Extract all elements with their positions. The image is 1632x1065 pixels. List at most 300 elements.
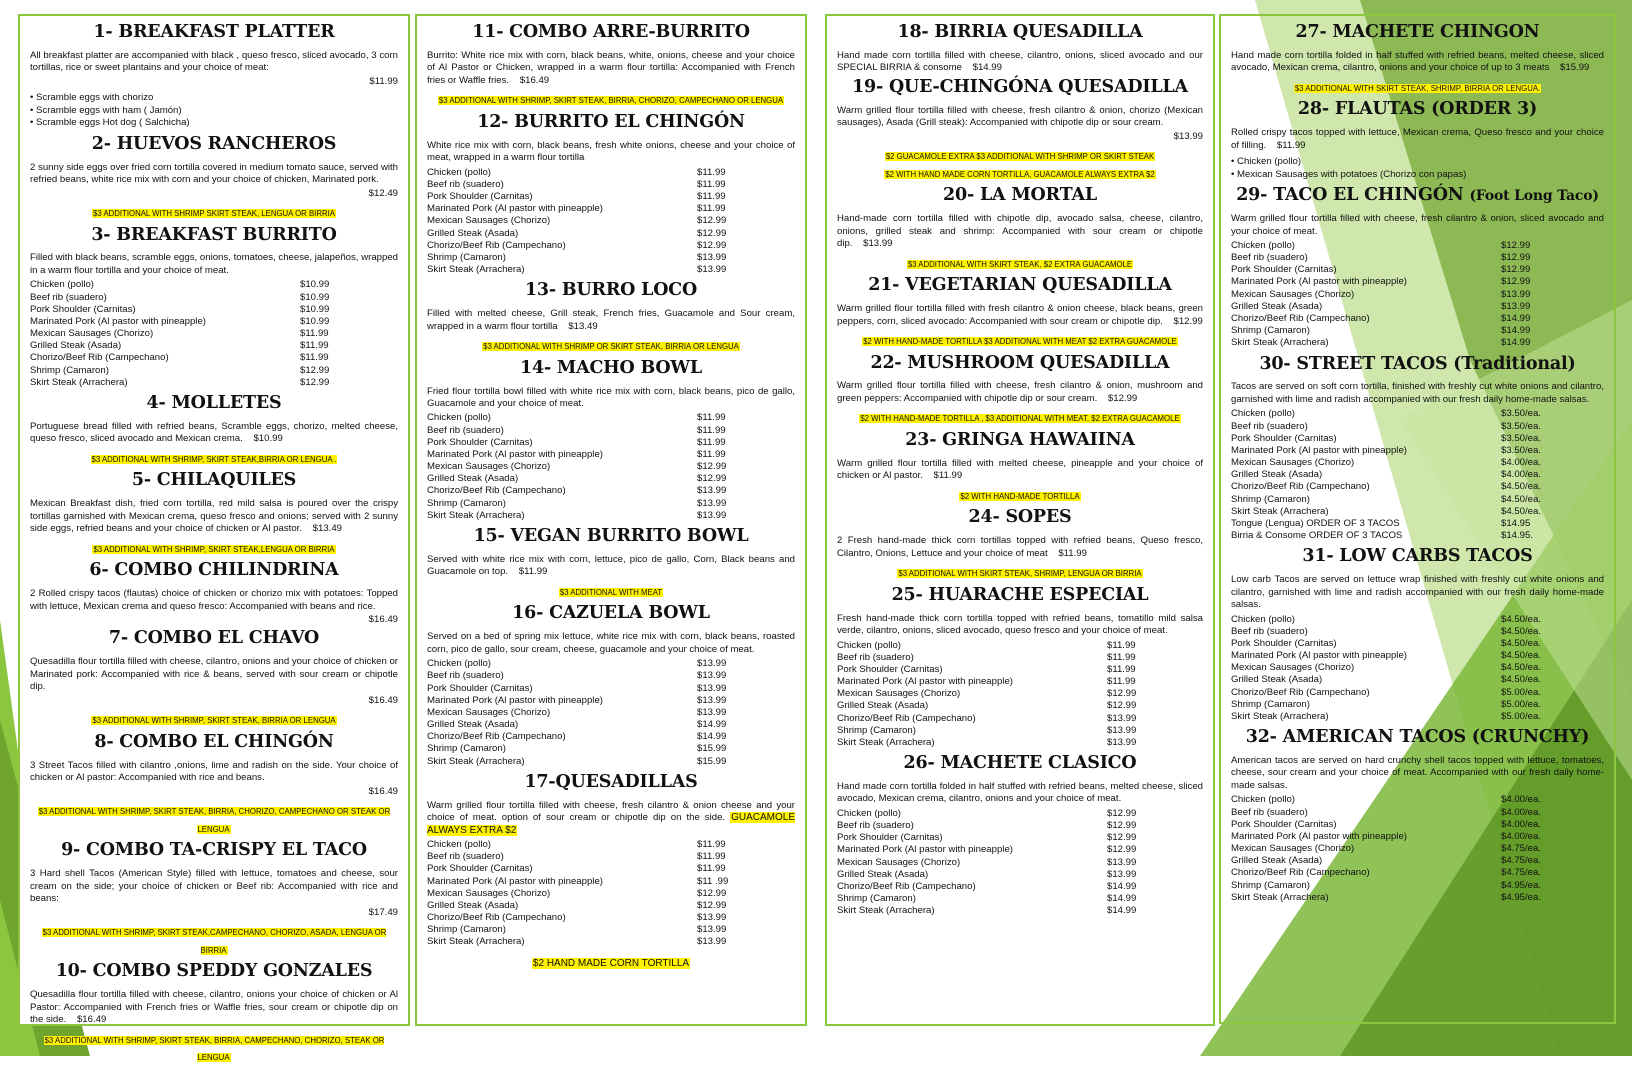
option-price: $10.99 (300, 279, 330, 291)
option-name: Chicken (pollo) (427, 166, 491, 178)
option-price: $12.99 (1501, 264, 1531, 276)
option-price: $4.75/ea. (1501, 867, 1542, 879)
additional-note-text: $3 ADDITIONAL WITH SHRIMP, SKIRT STEAK,LENGUA OR BIRRIA (93, 544, 335, 554)
price-option-row (427, 658, 726, 670)
menu-column-2 (415, 14, 807, 1026)
price-option-row (427, 670, 726, 682)
price-option-row (1231, 313, 1530, 325)
option-price: $12.99 (1501, 276, 1531, 288)
price-option-row (1231, 650, 1541, 662)
menu-item-price: $13.49 (312, 523, 342, 535)
option-name: Grilled Steak (Asada) (427, 899, 519, 911)
menu-item-description (427, 140, 795, 165)
price-option-row (427, 743, 726, 755)
additional-note-text: $2 HAND MADE CORN TORTILLA (532, 957, 690, 969)
menu-item-title-text: 20- LA MORTAL (943, 185, 1097, 206)
option-name: Shrimp (Camaron) (1231, 698, 1310, 710)
price-option-row (837, 688, 1136, 700)
menu-item-title (427, 112, 795, 134)
price-option-row (427, 412, 726, 424)
price-option-row (1231, 892, 1541, 904)
option-price: $11.99 (1107, 651, 1136, 663)
option-price: $13.99 (697, 682, 727, 694)
menu-item-price: $13.49 (568, 320, 598, 332)
option-name: Chicken (pollo) (30, 279, 94, 291)
option-name: Marinated Pork (Al pastor with pineapple) (427, 448, 603, 460)
menu-item-title (30, 961, 398, 983)
description-text: Warm grilled flour tortilla filled with cheese, fresh cilantro & onion, mushroom and green peppers: Accompanied with chipotle dip or sour cream. (837, 380, 1203, 404)
option-name: Chicken (pollo) (427, 658, 491, 670)
option-price: $13.99 (1501, 300, 1531, 312)
additional-note (837, 164, 1203, 182)
menu-item-description (837, 458, 1203, 483)
price-option-row (1231, 711, 1541, 723)
menu-item-title (30, 134, 398, 156)
menu-item-choices (1231, 156, 1604, 181)
option-name: Marinated Pork (Al pastor with pineapple) (1231, 444, 1407, 456)
menu-item-description (427, 386, 795, 411)
option-name: Chicken (pollo) (1231, 408, 1295, 420)
description-text: Hand-made corn tortilla filled with chipotle dip, avocado salsa, cheese, cilantro, onions, grilled steak and shrimp: Accompanied with sour cream or chipotle dip. (837, 213, 1203, 250)
option-price: $12.99 (300, 364, 330, 376)
option-name: Grilled Steak (Asada) (837, 868, 929, 880)
option-price: $5.00/ea. (1501, 710, 1542, 722)
option-price: $4.50/ea. (1501, 493, 1542, 505)
option-name: Pork Shoulder (Carnitas) (30, 303, 136, 315)
option-name: Chorizo/Beef Rib (Campechano) (427, 485, 566, 497)
option-price: $12.99 (697, 887, 727, 899)
option-name: Grilled Steak (Asada) (1231, 469, 1323, 481)
price-option-row (1231, 337, 1530, 349)
option-name: Skirt Steak (Arrachera) (1231, 891, 1329, 903)
menu-item-section (30, 393, 398, 466)
menu-item-description (837, 781, 1203, 806)
menu-item-title-text: 32- AMERICAN TACOS (CRUNCHY) (1245, 727, 1590, 748)
option-name: Pork Shoulder (Carnitas) (1231, 432, 1337, 444)
option-price: $11.99 (697, 178, 726, 190)
menu-item-title (837, 753, 1203, 775)
menu-item-price: $16.49 (76, 1014, 107, 1026)
menu-item-title (427, 358, 795, 380)
menu-item-title (837, 275, 1203, 297)
option-name: Shrimp (Camaron) (1231, 325, 1310, 337)
price-option-row (1231, 264, 1530, 276)
menu-item-title-text: 11- COMBO ARRE-BURRITO (472, 22, 750, 42)
additional-note-text: $3 ADDITIONAL WITH SKIRT STEAK, $2 EXTRA GUACAMOLE (907, 259, 1133, 269)
additional-note (427, 953, 795, 971)
price-option-row (427, 498, 726, 510)
menu-item-title (837, 185, 1203, 207)
menu-item-description (30, 588, 398, 613)
price-option-row (427, 252, 726, 264)
menu-item-title-text: 10- COMBO SPEDDY GONZALES (55, 961, 373, 982)
choice-item: • Scramble eggs with chorizo (30, 92, 398, 104)
additional-note-text: $2 WITH HAND-MADE TORTILLA $3 ADDITIONAL WITH MEAT $2 EXTRA GUACAMOLE (863, 336, 1177, 346)
price-option-row (837, 905, 1136, 917)
price-option-row (1231, 794, 1541, 806)
option-price: $4.50/ea. (1501, 481, 1542, 493)
price-option-row (427, 924, 728, 936)
menu-column-3 (825, 14, 1215, 1026)
menu-item-price: $12.49 (368, 187, 398, 199)
option-price: $4.75/ea. (1501, 855, 1542, 867)
option-price: $13.99 (697, 509, 727, 521)
price-option-row (427, 851, 728, 863)
menu-item-title (30, 732, 398, 754)
menu-item-description (1231, 213, 1604, 238)
price-option-row (427, 264, 726, 276)
option-name: Mexican Sausages (Chorizo) (30, 328, 154, 340)
menu-item-price: $10.99 (253, 433, 283, 445)
option-price: $12.99 (697, 473, 727, 485)
menu-item-section (837, 753, 1203, 917)
option-name: Skirt Steak (Arrachera) (427, 936, 525, 948)
option-name: Shrimp (Camaron) (1231, 879, 1310, 891)
additional-note (30, 539, 398, 557)
option-price: $11.99 (697, 863, 726, 875)
menu-item-description (30, 760, 398, 785)
option-price: $14.95. (1501, 530, 1534, 542)
price-option-row (1231, 457, 1541, 469)
additional-note (30, 801, 398, 836)
menu-item-section (30, 225, 398, 389)
menu-item-section (1231, 546, 1604, 723)
price-option-row (30, 328, 329, 340)
description-text: 2 Fresh hand-made thick corn tortillas topped with refried beans, Queso fresco, Cilantro, Onions, Lettuce and your choice of meat (837, 535, 1203, 559)
menu-item-description (30, 498, 398, 535)
menu-item-title-text: 3- BREAKFAST BURRITO (91, 224, 337, 245)
option-price: $13.99 (697, 670, 727, 682)
description-text: Warm grilled flour tortilla filled with cheese, fresh cilantro & onion cheese and your choice of meat. option of sour cream or chipotle dip on the side. (427, 799, 795, 824)
additional-note-text: $3 ADDITIONAL WITH SHRIMP, SKIRT STEAK,BIRRIA OR LENGUA . (91, 454, 337, 464)
option-price: $10.99 (300, 291, 330, 303)
option-price: $3.50/ea. (1501, 432, 1542, 444)
option-price: $4.50/ea. (1501, 637, 1542, 649)
menu-item-title (1231, 99, 1604, 121)
option-price: $13.99 (1107, 868, 1137, 880)
price-option-row (1231, 494, 1541, 506)
menu-item-price: $14.99 (972, 62, 1002, 74)
option-price: $14.99 (1107, 893, 1137, 905)
additional-note-text: $3 ADDITIONAL WITH SHRIMP, SKIRT STEAK, BIRRIA, CHORIZO, CAMPECHANO OR STEAK OR LENGUA (38, 807, 391, 834)
additional-note (837, 563, 1203, 581)
option-name: Shrimp (Camaron) (1231, 493, 1310, 505)
price-option-row (837, 652, 1136, 664)
description-text: Burrito: White rice mix with corn, black beans, white, onions, cheese and your choice of Al Pastor or Chicken, wrapped in a warm flour tortilla: Accompanied with French fries or Waffle fries. (427, 49, 795, 86)
option-name: Shrimp (Camaron) (427, 251, 506, 263)
description-text: American tacos are served on hard crunchy shell tacos topped with lettuce, tomatoes, cheese, sour cream and your choice of meat. Accompanied with our fresh daily home-made salsas. (1231, 754, 1604, 791)
menu-item-section (30, 134, 398, 221)
menu-item-title-text: 28- FLAUTAS (ORDER 3) (1297, 99, 1538, 120)
option-price: $3.50/ea. (1501, 420, 1542, 432)
option-price: $5.00/ea. (1501, 698, 1542, 710)
description-text: 2 Rolled crispy tacos (flautas) choice of chicken or chorizo mix with potatoes: Topped with lettuce, Mexican crema and queso fresco: Accompanied with beans and rice. (30, 588, 398, 612)
option-name: Mexican Sausages (Chorizo) (1231, 843, 1355, 855)
menu-item-title-text: 5- CHILAQUILES (131, 470, 297, 491)
price-option-row (1231, 240, 1530, 252)
option-price: $5.00/ea. (1501, 686, 1542, 698)
menu-item-description (30, 50, 398, 75)
price-option-row (1231, 831, 1541, 843)
option-name: Beef rib (suadero) (1231, 252, 1308, 264)
price-option-row (427, 695, 726, 707)
menu-item-title-text: 7- COMBO EL CHAVO (108, 628, 320, 649)
menu-item-title-text: 18- BIRRIA QUESADILLA (897, 22, 1143, 42)
option-name: Chicken (pollo) (427, 412, 491, 424)
price-option-row (427, 425, 726, 437)
price-option-row (427, 888, 728, 900)
price-options-table (1231, 614, 1541, 724)
menu-item-description (427, 800, 795, 837)
price-option-row (837, 725, 1136, 737)
price-option-row (30, 377, 329, 389)
option-name: Marinated Pork (Al pastor with pineapple) (1231, 830, 1407, 842)
menu-item-title (30, 393, 398, 415)
additional-note-text: $3 ADDITIONAL WITH MEAT (559, 587, 663, 597)
price-options-table (837, 808, 1136, 918)
option-name: Marinated Pork (Al pastor with pineapple) (427, 875, 603, 887)
option-name: Mexican Sausages (Chorizo) (427, 887, 551, 899)
menu-item-price: $11.99 (1058, 547, 1087, 559)
option-price: $11.99 (697, 203, 726, 215)
option-name: Beef rib (suadero) (837, 820, 914, 832)
option-price: $4.95/ea. (1501, 879, 1542, 891)
option-price: $14.99 (697, 719, 727, 731)
additional-note-text: $2 WITH HAND-MADE TORTILLA , $3 ADDITIONAL WITH MEAT, $2 EXTRA GUACAMOLE (860, 414, 1180, 424)
option-price: $13.99 (697, 936, 727, 948)
menu-item-price: $11.99 (518, 566, 548, 578)
option-price: $4.50/ea. (1501, 662, 1542, 674)
option-name: Chicken (pollo) (1231, 794, 1295, 806)
description-text: Fried flour tortilla bowl filled with white rice mix with corn, black beans, pico de gallo, Guacamole and your choice of meat. (427, 385, 795, 409)
menu-item-description (30, 868, 398, 905)
option-name: Chorizo/Beef Rib (Campechano) (1231, 867, 1370, 879)
option-price: $11.99 (697, 412, 726, 424)
description-text: White rice mix with corn, black beans, fresh white onions, cheese and your choice of meat, wrapped in a warm flour tortilla (427, 139, 795, 164)
price-option-row (427, 756, 726, 768)
option-name: Grilled Steak (Asada) (1231, 300, 1323, 312)
menu-item-title (837, 22, 1203, 44)
option-name: Birria & Consome ORDER OF 3 TACOS (1231, 530, 1403, 542)
option-name: Marinated Pork (Al pastor with pineapple) (427, 694, 603, 706)
menu-item-title-text: 29- TACO EL CHINGÓN (1236, 185, 1464, 206)
option-name: Grilled Steak (Asada) (837, 700, 929, 712)
additional-note-text: $2 WITH HAND-MADE TORTILLA (960, 491, 1080, 501)
menu-item-price: $16.49 (368, 694, 398, 706)
option-price: $14.99 (697, 731, 727, 743)
option-price: $11.99 (697, 191, 726, 203)
menu-item-title (30, 628, 398, 650)
menu-item-title (427, 280, 795, 302)
menu-item-title-text: 13- BURRO LOCO (524, 280, 698, 301)
menu-item-description (1231, 127, 1604, 152)
option-price: $12.99 (697, 239, 727, 251)
price-option-row (427, 179, 726, 191)
option-price: $13.99 (1107, 736, 1137, 748)
option-name: Shrimp (Camaron) (427, 743, 506, 755)
price-option-row (427, 936, 728, 948)
option-name: Chorizo/Beef Rib (Campechano) (30, 352, 169, 364)
option-price: $13.99 (697, 264, 727, 276)
menu-item-description (30, 989, 398, 1026)
additional-note-text: $3 ADDITIONAL WITH SHRIMP, SKIRT STEAK, BIRRIA, CHORIZO, CAMPECHANO OR LENGUA (438, 96, 784, 106)
menu-item-description (837, 380, 1203, 405)
price-option-row (837, 844, 1136, 856)
option-name: Skirt Steak (Arrachera) (1231, 505, 1329, 517)
additional-note (837, 146, 1203, 164)
option-price: $13.99 (1107, 724, 1137, 736)
menu-item-title (30, 225, 398, 247)
menu-item-price: $11.99 (933, 470, 963, 482)
option-price: $11.99 (1107, 663, 1136, 675)
option-price: $14.99 (1501, 313, 1531, 324)
menu-item-price: $16.49 (368, 614, 398, 626)
menu-item-description (30, 162, 398, 187)
price-option-row (1231, 506, 1541, 518)
additional-note (837, 331, 1203, 349)
menu-item-description (427, 554, 795, 579)
menu-item-section (1231, 354, 1604, 543)
option-name: Pork Shoulder (Carnitas) (1231, 818, 1337, 830)
option-price: $4.50/ea. (1501, 650, 1542, 662)
option-name: Grilled Steak (Asada) (1231, 855, 1323, 867)
option-price: $10.99 (300, 315, 330, 327)
menu-item-section (427, 603, 795, 767)
price-option-row (1231, 674, 1541, 686)
menu-item-title (1231, 22, 1604, 44)
option-name: Shrimp (Camaron) (30, 364, 109, 376)
option-price: $14.99 (1501, 337, 1531, 349)
description-text: Hand made corn tortilla folded in half stuffed with refried beans, melted cheese, sliced avocado, Mexican crema, cilantro, onions and your choice of meat. (837, 781, 1203, 805)
menu-item-title-text: 22- MUSHROOM QUESADILLA (870, 352, 1170, 373)
menu-item-section (837, 22, 1203, 75)
price-option-row (1231, 530, 1541, 542)
description-text: Mexican Breakfast dish, fried corn tortilla, red mild salsa is poured over the crispy tortillas garnished with Mexican crema, queso fresco and onions; served with 2 sunny side eggs, refried beans and your choice of chicken or Al pastor. (30, 498, 398, 535)
description-text: Served on a bed of spring mix lettuce, white rice mix with corn, black beans, roasted corn, pico de gallo, sour cream, cheese, guacamole and your choice of meat. (427, 631, 795, 655)
price-options-table (1231, 408, 1541, 542)
menu-item-title-text: 12- BURRITO EL CHINGÓN (477, 111, 745, 132)
menu-item-title (1231, 546, 1604, 568)
option-price: $14.99 (1107, 905, 1137, 917)
price-options-table (427, 839, 728, 949)
price-option-row (1231, 276, 1530, 288)
option-price: $4.95/ea. (1501, 891, 1542, 903)
option-name: Beef rib (suadero) (427, 670, 504, 682)
option-price: $12.99 (300, 376, 330, 388)
price-option-row (837, 713, 1136, 725)
option-name: Chorizo/Beef Rib (Campechano) (1231, 481, 1370, 493)
option-name: Chorizo/Beef Rib (Campechano) (427, 731, 566, 743)
price-option-row (1231, 289, 1530, 301)
menu-item-title (837, 77, 1203, 99)
price-option-row (837, 676, 1136, 688)
option-name: Beef rib (suadero) (30, 291, 107, 303)
highlight-note: GUACAMOLE ALWAYS EXTRA $2 (427, 812, 796, 836)
option-price: $12.99 (1501, 252, 1531, 264)
option-price: $13.99 (1107, 712, 1137, 724)
menu-item-choices (30, 92, 398, 129)
menu-item-description (837, 213, 1203, 250)
option-name: Chorizo/Beef Rib (Campechano) (837, 712, 976, 724)
price-option-row (427, 485, 726, 497)
additional-note-text: $2 GUACAMOLE EXTRA $3 ADDITIONAL WITH SHRIMP OR SKIRT STEAK (885, 152, 1155, 162)
menu-item-price: $12.99 (1107, 392, 1138, 404)
option-name: Skirt Steak (Arrachera) (837, 905, 935, 917)
option-price: $4.50/ea. (1501, 625, 1542, 637)
menu-item-price: $15.99 (1560, 62, 1590, 74)
option-name: Pork Shoulder (Carnitas) (837, 663, 943, 675)
option-price: $12.99 (1107, 688, 1137, 700)
price-option-row (1231, 301, 1530, 313)
price-option-row (427, 839, 728, 851)
menu-item-section (837, 353, 1203, 426)
additional-note-text: $3 ADDITIONAL WITH SKIRT STEAK, SHRIMP, BIRRIA OR LENGUA. (1294, 83, 1541, 93)
price-option-row (1231, 855, 1541, 867)
option-name: Skirt Steak (Arrachera) (427, 755, 525, 767)
price-option-row (1231, 807, 1541, 819)
option-price: $4.50/ea. (1501, 505, 1542, 517)
option-price: $14.99 (1501, 325, 1531, 337)
option-price: $12.99 (1107, 807, 1137, 819)
option-price: $13.99 (697, 658, 727, 670)
menu-item-section (30, 732, 398, 836)
description-text: Quesadilla flour tortilla filled with cheese, cilantro, onions your choice of chicken or Al Pastor: Accompanied with French fries or Waffle fries, sour cream or chipotle dip on the side. (30, 989, 398, 1026)
menu-item-section (30, 560, 398, 626)
price-option-row (1231, 687, 1541, 699)
option-price: $3.50/ea. (1501, 444, 1542, 456)
option-price: $11.99 (697, 436, 726, 448)
option-name: Pork Shoulder (Carnitas) (427, 436, 533, 448)
option-name: Shrimp (Camaron) (427, 924, 506, 936)
menu-item-section (30, 961, 398, 1064)
option-price: $11.99 (1107, 639, 1136, 651)
additional-note (30, 710, 398, 728)
option-name: Skirt Steak (Arrachera) (1231, 337, 1329, 349)
option-price: $11 .99 (697, 875, 729, 887)
option-name: Pork Shoulder (Carnitas) (1231, 264, 1337, 276)
menu-item-title-text: 24- SOPES (968, 507, 1072, 528)
option-price: $12.99 (697, 461, 727, 473)
option-name: Mexican Sausages (Chorizo) (1231, 662, 1355, 674)
option-name: Marinated Pork (Al pastor with pineapple) (837, 844, 1013, 856)
price-option-row (837, 857, 1136, 869)
menu-item-title (30, 470, 398, 492)
option-price: $13.99 (697, 485, 727, 497)
option-price: $13.99 (697, 924, 727, 936)
description-text: Low carb Tacos are served on lettuce wrap finished with freshly cut white onions and cilantro, garnished with lime and radish accompanied with our fresh daily home-made salsas. (1231, 574, 1604, 611)
option-name: Chicken (pollo) (1231, 239, 1295, 251)
price-options-table (30, 279, 329, 389)
option-name: Chorizo/Beef Rib (Campechano) (1231, 686, 1370, 698)
additional-note (427, 336, 795, 354)
menu-item-title (30, 840, 398, 862)
option-name: Chorizo/Beef Rib (Campechano) (837, 880, 976, 892)
menu-item-section (1231, 22, 1604, 95)
description-text: 2 sunny side eggs over fried corn tortilla covered in medium tomato sauce, served with refried beans, white rice mix with corn and your choice of chicken, Marinated pork. (30, 161, 398, 186)
menu-item-section (30, 22, 398, 130)
price-option-row (1231, 843, 1541, 855)
price-options-table (1231, 240, 1530, 350)
option-price: $12.99 (697, 227, 727, 239)
menu-item-description (427, 631, 795, 656)
option-name: Shrimp (Camaron) (837, 893, 916, 905)
menu-item-section (837, 275, 1203, 348)
menu-item-title-text: 6- COMBO CHILINDRINA (89, 560, 339, 581)
menu-item-price: $17.49 (368, 906, 398, 918)
menu-item-section (837, 185, 1203, 271)
price-option-row (1231, 638, 1541, 650)
menu-item-title-text: 1- BREAKFAST PLATTER (93, 22, 335, 42)
